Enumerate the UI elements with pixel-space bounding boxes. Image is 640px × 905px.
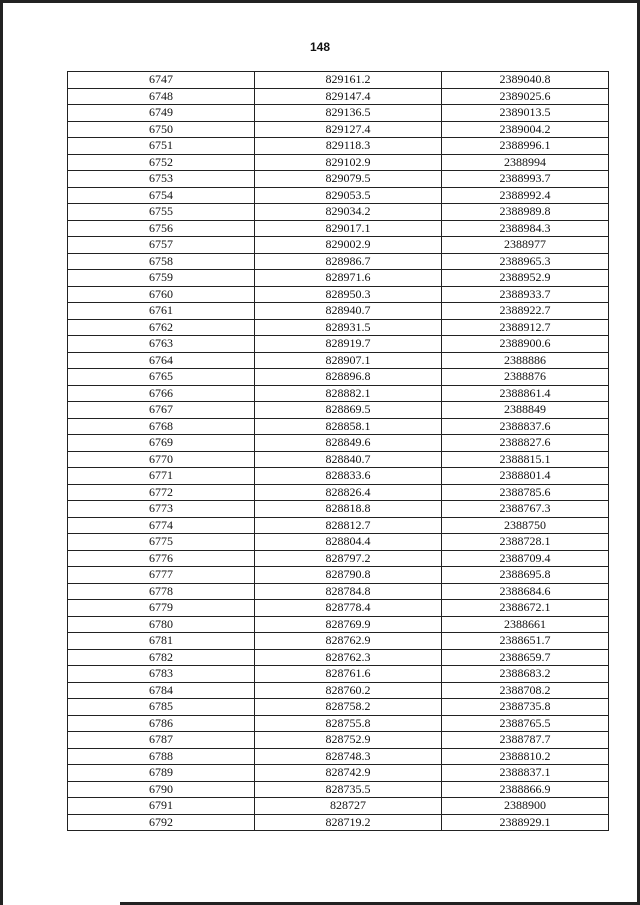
table-row	[68, 567, 609, 584]
y-coordinate-cell: 2388900.6	[442, 336, 609, 353]
table-row	[68, 237, 609, 254]
x-coordinate-cell: 828869.5	[255, 402, 442, 419]
y-coordinate-cell: 2388876	[442, 369, 609, 386]
point-number-cell: 6789	[68, 765, 255, 782]
point-number-cell: 6748	[68, 88, 255, 105]
y-coordinate-cell: 2388837.6	[442, 418, 609, 435]
y-coordinate-cell: 2388810.2	[442, 748, 609, 765]
y-coordinate-cell: 2388683.2	[442, 666, 609, 683]
point-number-cell: 6763	[68, 336, 255, 353]
x-coordinate-cell: 829079.5	[255, 171, 442, 188]
table-row	[68, 402, 609, 419]
x-coordinate-cell: 828797.2	[255, 550, 442, 567]
x-coordinate-cell: 829118.3	[255, 138, 442, 155]
point-number-cell: 6754	[68, 187, 255, 204]
point-number-cell: 6783	[68, 666, 255, 683]
table-row	[68, 187, 609, 204]
x-coordinate-cell: 828896.8	[255, 369, 442, 386]
table-row	[68, 616, 609, 633]
point-number-cell: 6782	[68, 649, 255, 666]
point-number-cell: 6781	[68, 633, 255, 650]
x-coordinate-cell: 828840.7	[255, 451, 442, 468]
y-coordinate-cell: 2388994	[442, 154, 609, 171]
y-coordinate-cell: 2388866.9	[442, 781, 609, 798]
x-coordinate-cell: 829127.4	[255, 121, 442, 138]
y-coordinate-cell: 2388750	[442, 517, 609, 534]
y-coordinate-cell: 2388861.4	[442, 385, 609, 402]
x-coordinate-cell: 828748.3	[255, 748, 442, 765]
y-coordinate-cell: 2389013.5	[442, 105, 609, 122]
x-coordinate-cell: 828818.8	[255, 501, 442, 518]
x-coordinate-cell: 828940.7	[255, 303, 442, 320]
x-coordinate-cell: 828950.3	[255, 286, 442, 303]
point-number-cell: 6761	[68, 303, 255, 320]
y-coordinate-cell: 2388787.7	[442, 732, 609, 749]
y-coordinate-cell: 2388728.1	[442, 534, 609, 551]
table-row	[68, 72, 609, 89]
x-coordinate-cell: 828735.5	[255, 781, 442, 798]
page-number: 148	[309, 40, 331, 54]
x-coordinate-cell: 829002.9	[255, 237, 442, 254]
table-row	[68, 583, 609, 600]
point-number-cell: 6749	[68, 105, 255, 122]
table-row	[68, 171, 609, 188]
point-number-cell: 6786	[68, 715, 255, 732]
x-coordinate-cell: 828931.5	[255, 319, 442, 336]
point-number-cell: 6787	[68, 732, 255, 749]
point-number-cell: 6773	[68, 501, 255, 518]
x-coordinate-cell: 828761.6	[255, 666, 442, 683]
x-coordinate-cell: 828752.9	[255, 732, 442, 749]
y-coordinate-cell: 2388912.7	[442, 319, 609, 336]
y-coordinate-cell: 2389025.6	[442, 88, 609, 105]
y-coordinate-cell: 2388996.1	[442, 138, 609, 155]
point-number-cell: 6750	[68, 121, 255, 138]
table-row	[68, 303, 609, 320]
table-row	[68, 88, 609, 105]
y-coordinate-cell: 2389004.2	[442, 121, 609, 138]
table-row	[68, 369, 609, 386]
x-coordinate-cell: 828849.6	[255, 435, 442, 452]
x-coordinate-cell: 828755.8	[255, 715, 442, 732]
table-row	[68, 319, 609, 336]
table-row	[68, 765, 609, 782]
point-number-cell: 6767	[68, 402, 255, 419]
table-row	[68, 501, 609, 518]
x-coordinate-cell: 828762.9	[255, 633, 442, 650]
y-coordinate-cell: 2388735.8	[442, 699, 609, 716]
point-number-cell: 6758	[68, 253, 255, 270]
point-number-cell: 6771	[68, 468, 255, 485]
x-coordinate-cell: 828742.9	[255, 765, 442, 782]
coordinates-table	[67, 71, 609, 831]
table-row	[68, 435, 609, 452]
table-row	[68, 798, 609, 815]
point-number-cell: 6752	[68, 154, 255, 171]
y-coordinate-cell: 2388984.3	[442, 220, 609, 237]
table-row	[68, 682, 609, 699]
table-row	[68, 748, 609, 765]
x-coordinate-cell: 828907.1	[255, 352, 442, 369]
table-row	[68, 517, 609, 534]
table-row	[68, 154, 609, 171]
x-coordinate-cell: 829147.4	[255, 88, 442, 105]
x-coordinate-cell: 828812.7	[255, 517, 442, 534]
table-row	[68, 600, 609, 617]
table-row	[68, 468, 609, 485]
point-number-cell: 6747	[68, 72, 255, 89]
x-coordinate-cell: 828919.7	[255, 336, 442, 353]
x-coordinate-cell: 828758.2	[255, 699, 442, 716]
point-number-cell: 6768	[68, 418, 255, 435]
y-coordinate-cell: 2388992.4	[442, 187, 609, 204]
x-coordinate-cell: 828971.6	[255, 270, 442, 287]
y-coordinate-cell: 2388989.8	[442, 204, 609, 221]
y-coordinate-cell: 2388765.5	[442, 715, 609, 732]
y-coordinate-cell: 2388849	[442, 402, 609, 419]
y-coordinate-cell: 2388672.1	[442, 600, 609, 617]
point-number-cell: 6780	[68, 616, 255, 633]
point-number-cell: 6769	[68, 435, 255, 452]
point-number-cell: 6777	[68, 567, 255, 584]
table-row	[68, 220, 609, 237]
table-row	[68, 781, 609, 798]
x-coordinate-cell: 828804.4	[255, 534, 442, 551]
x-coordinate-cell: 829017.1	[255, 220, 442, 237]
y-coordinate-cell: 2388837.1	[442, 765, 609, 782]
table-row	[68, 484, 609, 501]
x-coordinate-cell: 828719.2	[255, 814, 442, 831]
x-coordinate-cell: 828784.8	[255, 583, 442, 600]
y-coordinate-cell: 2389040.8	[442, 72, 609, 89]
point-number-cell: 6764	[68, 352, 255, 369]
x-coordinate-cell: 828826.4	[255, 484, 442, 501]
table-row	[68, 352, 609, 369]
y-coordinate-cell: 2388709.4	[442, 550, 609, 567]
x-coordinate-cell: 828882.1	[255, 385, 442, 402]
table-row	[68, 286, 609, 303]
point-number-cell: 6775	[68, 534, 255, 551]
table-row	[68, 336, 609, 353]
table-row	[68, 451, 609, 468]
coordinates-table-body	[68, 72, 609, 831]
table-row	[68, 633, 609, 650]
point-number-cell: 6785	[68, 699, 255, 716]
x-coordinate-cell: 829161.2	[255, 72, 442, 89]
table-row	[68, 732, 609, 749]
x-coordinate-cell: 828727	[255, 798, 442, 815]
y-coordinate-cell: 2388929.1	[442, 814, 609, 831]
y-coordinate-cell: 2388952.9	[442, 270, 609, 287]
table-row	[68, 550, 609, 567]
y-coordinate-cell: 2388684.6	[442, 583, 609, 600]
point-number-cell: 6756	[68, 220, 255, 237]
table-row	[68, 385, 609, 402]
y-coordinate-cell: 2388965.3	[442, 253, 609, 270]
x-coordinate-cell: 829136.5	[255, 105, 442, 122]
y-coordinate-cell: 2388708.2	[442, 682, 609, 699]
point-number-cell: 6792	[68, 814, 255, 831]
point-number-cell: 6776	[68, 550, 255, 567]
y-coordinate-cell: 2388659.7	[442, 649, 609, 666]
y-coordinate-cell: 2388661	[442, 616, 609, 633]
x-coordinate-cell: 828769.9	[255, 616, 442, 633]
x-coordinate-cell: 829053.5	[255, 187, 442, 204]
page-edge-left	[0, 0, 3, 905]
table-row	[68, 105, 609, 122]
y-coordinate-cell: 2388993.7	[442, 171, 609, 188]
table-row	[68, 649, 609, 666]
y-coordinate-cell: 2388815.1	[442, 451, 609, 468]
y-coordinate-cell: 2388900	[442, 798, 609, 815]
table-row	[68, 138, 609, 155]
x-coordinate-cell: 828833.6	[255, 468, 442, 485]
point-number-cell: 6755	[68, 204, 255, 221]
x-coordinate-cell: 829034.2	[255, 204, 442, 221]
y-coordinate-cell: 2388922.7	[442, 303, 609, 320]
table-row	[68, 253, 609, 270]
y-coordinate-cell: 2388933.7	[442, 286, 609, 303]
point-number-cell: 6762	[68, 319, 255, 336]
table-row	[68, 270, 609, 287]
table-row	[68, 204, 609, 221]
point-number-cell: 6757	[68, 237, 255, 254]
x-coordinate-cell: 828778.4	[255, 600, 442, 617]
y-coordinate-cell: 2388695.8	[442, 567, 609, 584]
x-coordinate-cell: 829102.9	[255, 154, 442, 171]
y-coordinate-cell: 2388785.6	[442, 484, 609, 501]
table-row	[68, 814, 609, 831]
x-coordinate-cell: 828790.8	[255, 567, 442, 584]
table-row	[68, 699, 609, 716]
point-number-cell: 6760	[68, 286, 255, 303]
point-number-cell: 6759	[68, 270, 255, 287]
point-number-cell: 6774	[68, 517, 255, 534]
point-number-cell: 6751	[68, 138, 255, 155]
x-coordinate-cell: 828858.1	[255, 418, 442, 435]
table-row	[68, 666, 609, 683]
point-number-cell: 6779	[68, 600, 255, 617]
point-number-cell: 6778	[68, 583, 255, 600]
y-coordinate-cell: 2388977	[442, 237, 609, 254]
table-row	[68, 715, 609, 732]
point-number-cell: 6788	[68, 748, 255, 765]
page-edge-top	[0, 0, 640, 3]
y-coordinate-cell: 2388801.4	[442, 468, 609, 485]
y-coordinate-cell: 2388827.6	[442, 435, 609, 452]
y-coordinate-cell: 2388886	[442, 352, 609, 369]
x-coordinate-cell: 828986.7	[255, 253, 442, 270]
point-number-cell: 6790	[68, 781, 255, 798]
point-number-cell: 6784	[68, 682, 255, 699]
point-number-cell: 6765	[68, 369, 255, 386]
table-row	[68, 534, 609, 551]
point-number-cell: 6772	[68, 484, 255, 501]
y-coordinate-cell: 2388651.7	[442, 633, 609, 650]
table-row	[68, 121, 609, 138]
point-number-cell: 6766	[68, 385, 255, 402]
y-coordinate-cell: 2388767.3	[442, 501, 609, 518]
point-number-cell: 6791	[68, 798, 255, 815]
x-coordinate-cell: 828760.2	[255, 682, 442, 699]
table-row	[68, 418, 609, 435]
x-coordinate-cell: 828762.3	[255, 649, 442, 666]
point-number-cell: 6770	[68, 451, 255, 468]
point-number-cell: 6753	[68, 171, 255, 188]
